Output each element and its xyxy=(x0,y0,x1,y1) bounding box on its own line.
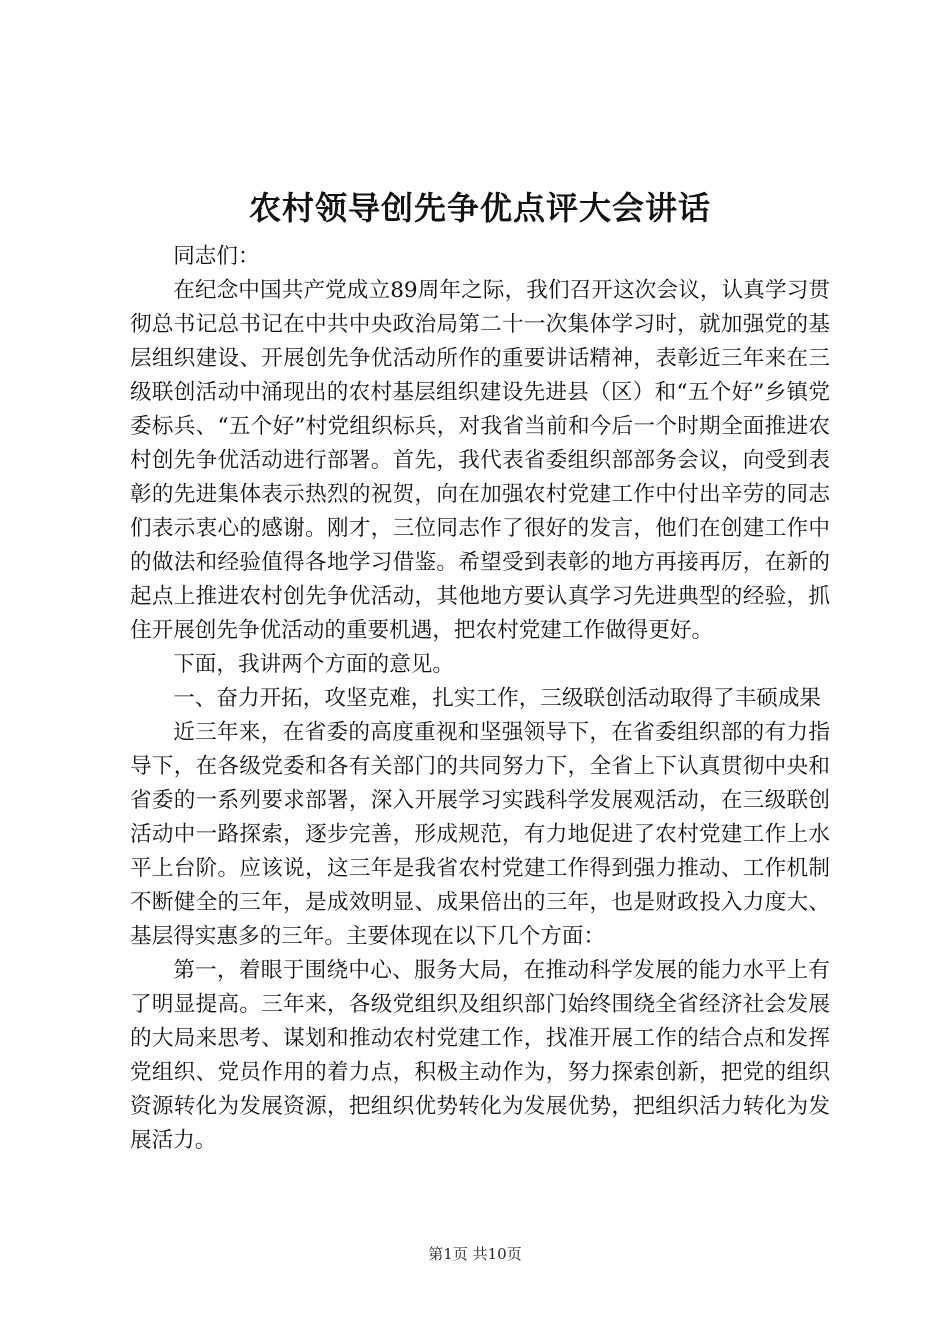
paragraph-salutation: 同志们： xyxy=(173,244,260,269)
paragraph-opening: 在纪念中国共产党成立89周年之际，我们召开这次会议，认真学习贯彻总书记总书记在中共中央政治局第二十一次集体学习时，就加强党的基层组织建设、开展创先争优活动所作的重要讲话精神，表彰近三年来在三级联创活动中涌现出的农村基层组织建设先进县（区）和“五个好”乡镇党委标兵、“五个好”村党组织标兵，对我省当前和今后一个时期全面推进农村创先争优活动进行部署。首先，我代表省委组织部部务会议，向受到表彰的先进集体表示热烈的祝贺，向在加强农村党建工作中付出辛劳的同志们表示衷心的感谢。刚才，三位同志作了很好的发言，他们在创建工作中的做法和经验值得各地学习借鉴。希望受到表彰的地方再接再厉，在新的起点上推进农村创先争优活动，其他地方要认真学习先进典型的经验，抓住开展创先争优活动的重要机遇，把农村党建工作做得更好。 xyxy=(130,278,830,643)
paragraph-point-one: 第一，着眼于围绕中心、服务大局，在推动科学发展的能力水平上有了明显提高。三年来，各级党组织及组织部门始终围绕全省经济社会发展的大局来思考、谋划和推动农村党建工作，找准开展工作的结合点和发挥党组织、党员作用的着力点，积极主动作为，努力探索创新，把党的组织资源转化为发展资源，把组织优势转化为发展优势，把组织活力转化为发展活力。 xyxy=(130,958,830,1153)
document-title: 农村领导创先争优点评大会讲话 xyxy=(248,189,711,227)
paragraph-achievements: 近三年来，在省委的高度重视和坚强领导下，在省委组织部的有力指导下，在各级党委和各有关部门的共同努力下，全省上下认真贯彻中央和省委的一系列要求部署，深入开展学习实践科学发展观活动，在三级联创活动中一路探索，逐步完善，形成规范，有力地促进了农村党建工作上水平上台阶。应该说，这三年是我省农村党建工作得到强力推动、工作机制不断健全的三年，是成效明显、成果倍出的三年，也是财政投入力度大、基层得实惠多的三年。主要体现在以下几个方面： xyxy=(130,720,830,949)
paragraph-transition: 下面，我讲两个方面的意见。 xyxy=(173,652,454,677)
document-page xyxy=(130,180,830,1158)
section-heading-one: 一、奋力开拓，攻坚克难，扎实工作，三级联创活动取得了丰硕成果 xyxy=(173,686,822,711)
page-footer: 第1页 共10页 xyxy=(428,1245,522,1263)
